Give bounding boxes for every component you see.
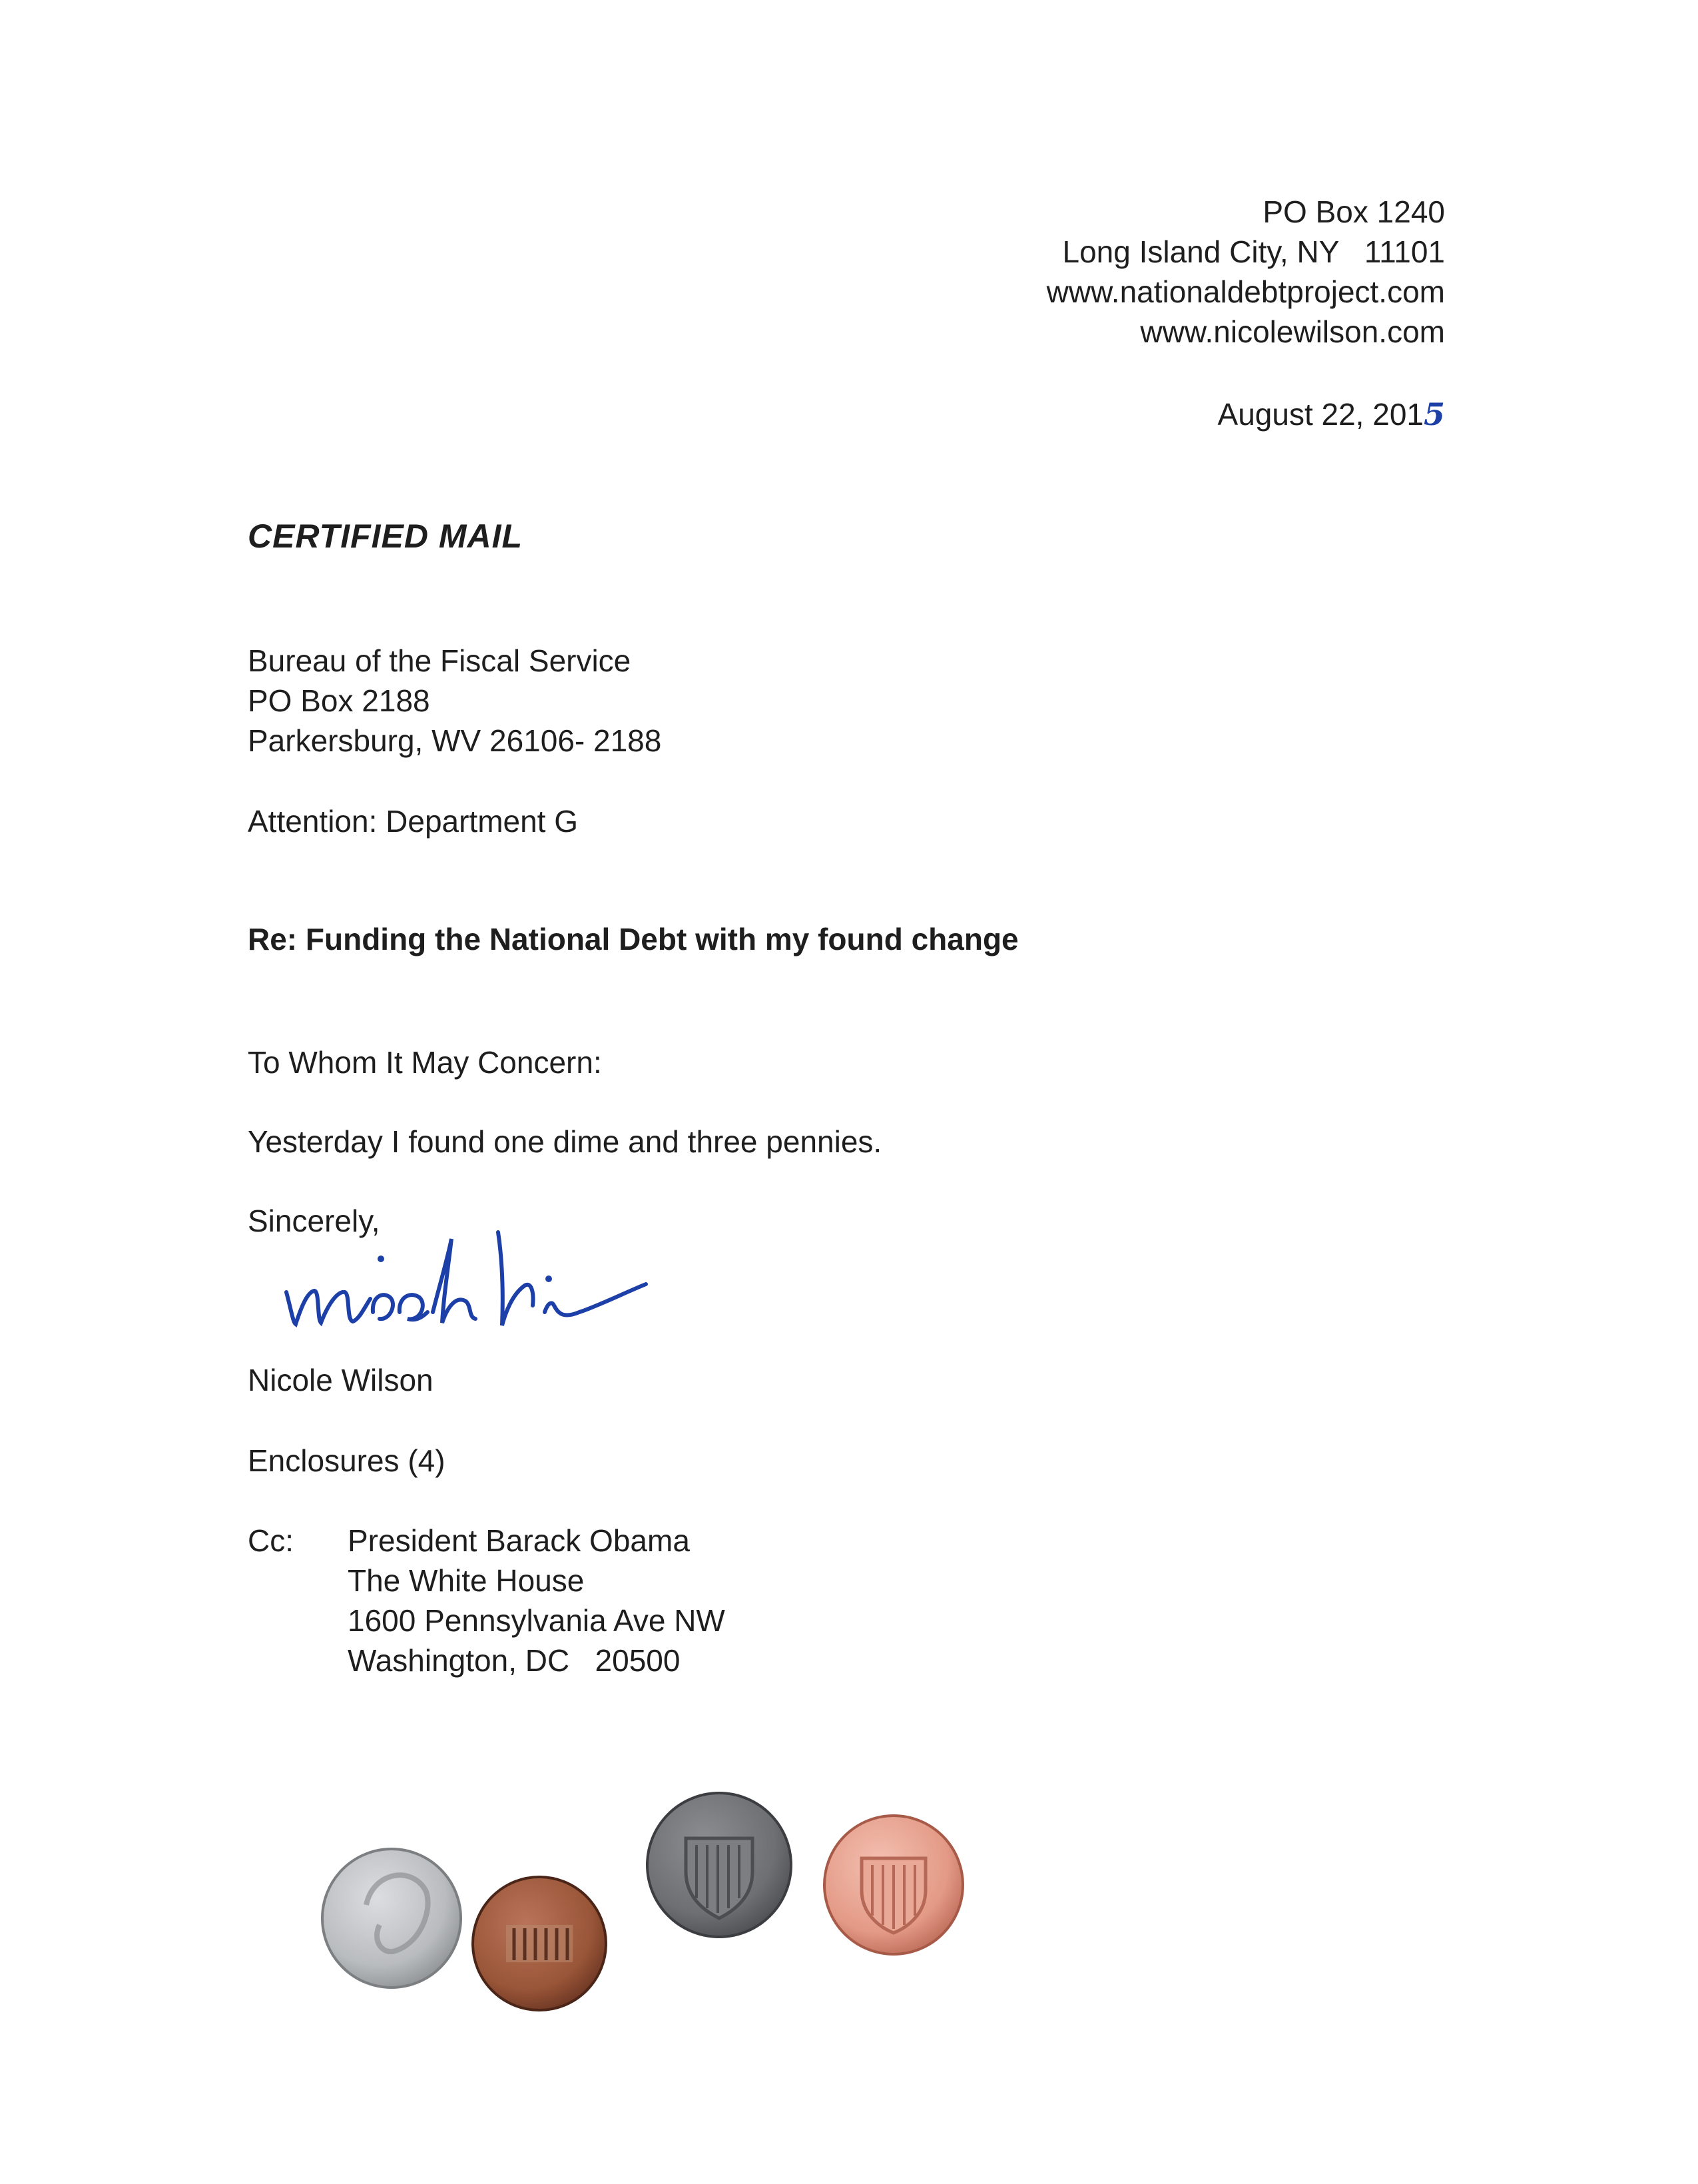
cc-line: President Barack Obama <box>348 1523 690 1558</box>
cc-line: Washington, DC 20500 <box>348 1643 681 1678</box>
recipient-address <box>248 641 661 761</box>
attention-line: Attention: Department G <box>248 804 579 839</box>
cc-line: 1600 Pennsylvania Ave NW <box>348 1603 725 1638</box>
subject-line: Re: Funding the National Debt with my found change <box>248 922 1019 956</box>
date-handwritten-digit: 5 <box>1423 396 1445 432</box>
cc-label: Cc: <box>248 1523 294 1558</box>
signature <box>273 1212 673 1345</box>
sender-address <box>1047 192 1445 352</box>
recipient-line: Bureau of the Fiscal Service <box>248 643 631 678</box>
penny-coin-shield-dark <box>647 1793 791 1937</box>
recipient-line: PO Box 2188 <box>248 683 430 718</box>
body-text: Yesterday I found one dime and three pennies. <box>248 1124 882 1159</box>
sender-line: www.nationaldebtproject.com <box>1046 274 1445 309</box>
salutation: To Whom It May Concern: <box>248 1045 602 1080</box>
sender-line: www.nicolewilson.com <box>1140 314 1445 349</box>
penny-coin-lincoln-memorial <box>473 1877 606 2010</box>
signature-name: Nicole Wilson <box>248 1363 433 1397</box>
recipient-line: Parkersburg, WV 26106- 2188 <box>248 723 662 758</box>
certified-mail-heading: CERTIFIED MAIL <box>248 518 523 555</box>
date-printed: August 22, 201 <box>1217 397 1424 432</box>
sender-line: Long Island City, NY 11101 <box>1062 234 1445 269</box>
sender-line: PO Box 1240 <box>1263 194 1445 229</box>
dime-coin <box>322 1849 461 1988</box>
cc-line: The White House <box>348 1563 585 1598</box>
enclosures: Enclosures (4) <box>248 1443 445 1478</box>
letter-date <box>1218 394 1445 434</box>
closing: Sincerely, <box>248 1204 380 1238</box>
penny-coin-shield-bright <box>824 1816 963 1954</box>
enclosed-coins <box>320 1772 1065 2051</box>
cc-address <box>348 1521 725 1680</box>
